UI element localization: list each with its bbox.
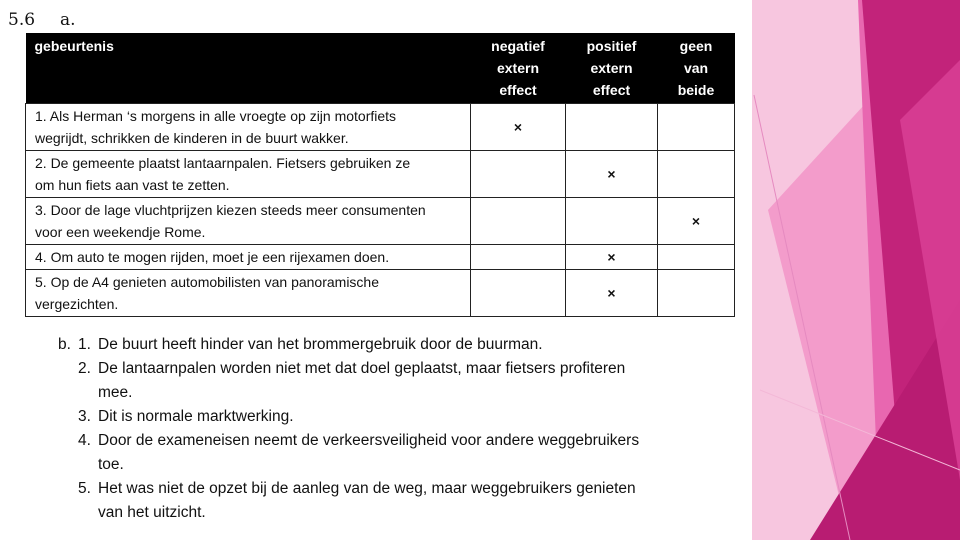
positive-cell: × — [566, 151, 658, 198]
negative-cell — [471, 198, 566, 245]
negative-cell — [471, 245, 566, 270]
list-item — [78, 357, 738, 405]
header-neither: geen van beide — [658, 33, 735, 104]
neither-cell — [658, 104, 735, 151]
answer-text: De buurt heeft hinder van het brommergebruik door de buurman. — [98, 336, 543, 353]
answer-text-continued: toe. — [98, 456, 124, 473]
event-cell: 3. Door de lage vluchtprijzen kiezen steeds meer consumenten voor een weekendje Rome. — [26, 198, 471, 245]
header-event: gebeurtenis — [26, 33, 471, 104]
positive-cell: × — [566, 270, 658, 317]
answer-text: Dit is normale marktwerking. — [98, 408, 294, 425]
list-item — [78, 429, 738, 477]
header-negative: negatief extern effect — [471, 33, 566, 104]
neither-cell — [658, 245, 735, 270]
answer-text-continued: van het uitzicht. — [98, 504, 206, 521]
list-item — [78, 333, 738, 357]
table-row — [26, 151, 735, 198]
answer-text-continued: mee. — [98, 384, 133, 401]
externality-table — [25, 33, 735, 317]
answer-text: Door de exameneisen neemt de verkeersveiligheid voor andere weggebruikers — [98, 432, 640, 449]
answer-text: Het was niet de opzet bij de aanleg van de weg, maar weggebruikers genieten — [98, 480, 636, 497]
event-cell: 4. Om auto te mogen rijden, moet je een rijexamen doen. — [26, 245, 471, 270]
answers-part-b — [58, 333, 738, 525]
answer-number: 4. — [78, 432, 91, 449]
answer-number: 5. — [78, 480, 91, 497]
header-positive: positief extern effect — [566, 33, 658, 104]
positive-cell: × — [566, 245, 658, 270]
table-row — [26, 104, 735, 151]
neither-cell: × — [658, 198, 735, 245]
negative-cell — [471, 151, 566, 198]
list-item — [78, 405, 738, 429]
part-b-label: b. — [58, 336, 71, 353]
list-item — [78, 477, 738, 525]
answer-number: 2. — [78, 360, 91, 377]
table-row — [26, 245, 735, 270]
question-number: 5.6 — [8, 10, 36, 30]
answer-number: 3. — [78, 408, 91, 425]
positive-cell — [566, 198, 658, 245]
table-row — [26, 270, 735, 317]
negative-cell: × — [471, 104, 566, 151]
event-cell: 5. Op de A4 genieten automobilisten van panoramische vergezichten. — [26, 270, 471, 317]
table-row — [26, 198, 735, 245]
neither-cell — [658, 151, 735, 198]
event-cell: 1. Als Herman ‘s morgens in alle vroegte op zijn motorfiets wegrijdt, schrikken de kinderen in de buurt wakker. — [26, 104, 471, 151]
negative-cell — [471, 270, 566, 317]
table-header-row — [26, 33, 735, 104]
answer-number: 1. — [78, 336, 91, 353]
neither-cell — [658, 270, 735, 317]
answer-list — [58, 333, 738, 525]
answer-text: De lantaarnpalen worden niet met dat doel geplaatst, maar fietsers profiteren — [98, 360, 626, 377]
event-cell: 2. De gemeente plaatst lantaarnpalen. Fietsers gebruiken ze om hun fiets aan vast te zetten. — [26, 151, 471, 198]
positive-cell — [566, 104, 658, 151]
part-a-label: a. — [60, 10, 76, 30]
